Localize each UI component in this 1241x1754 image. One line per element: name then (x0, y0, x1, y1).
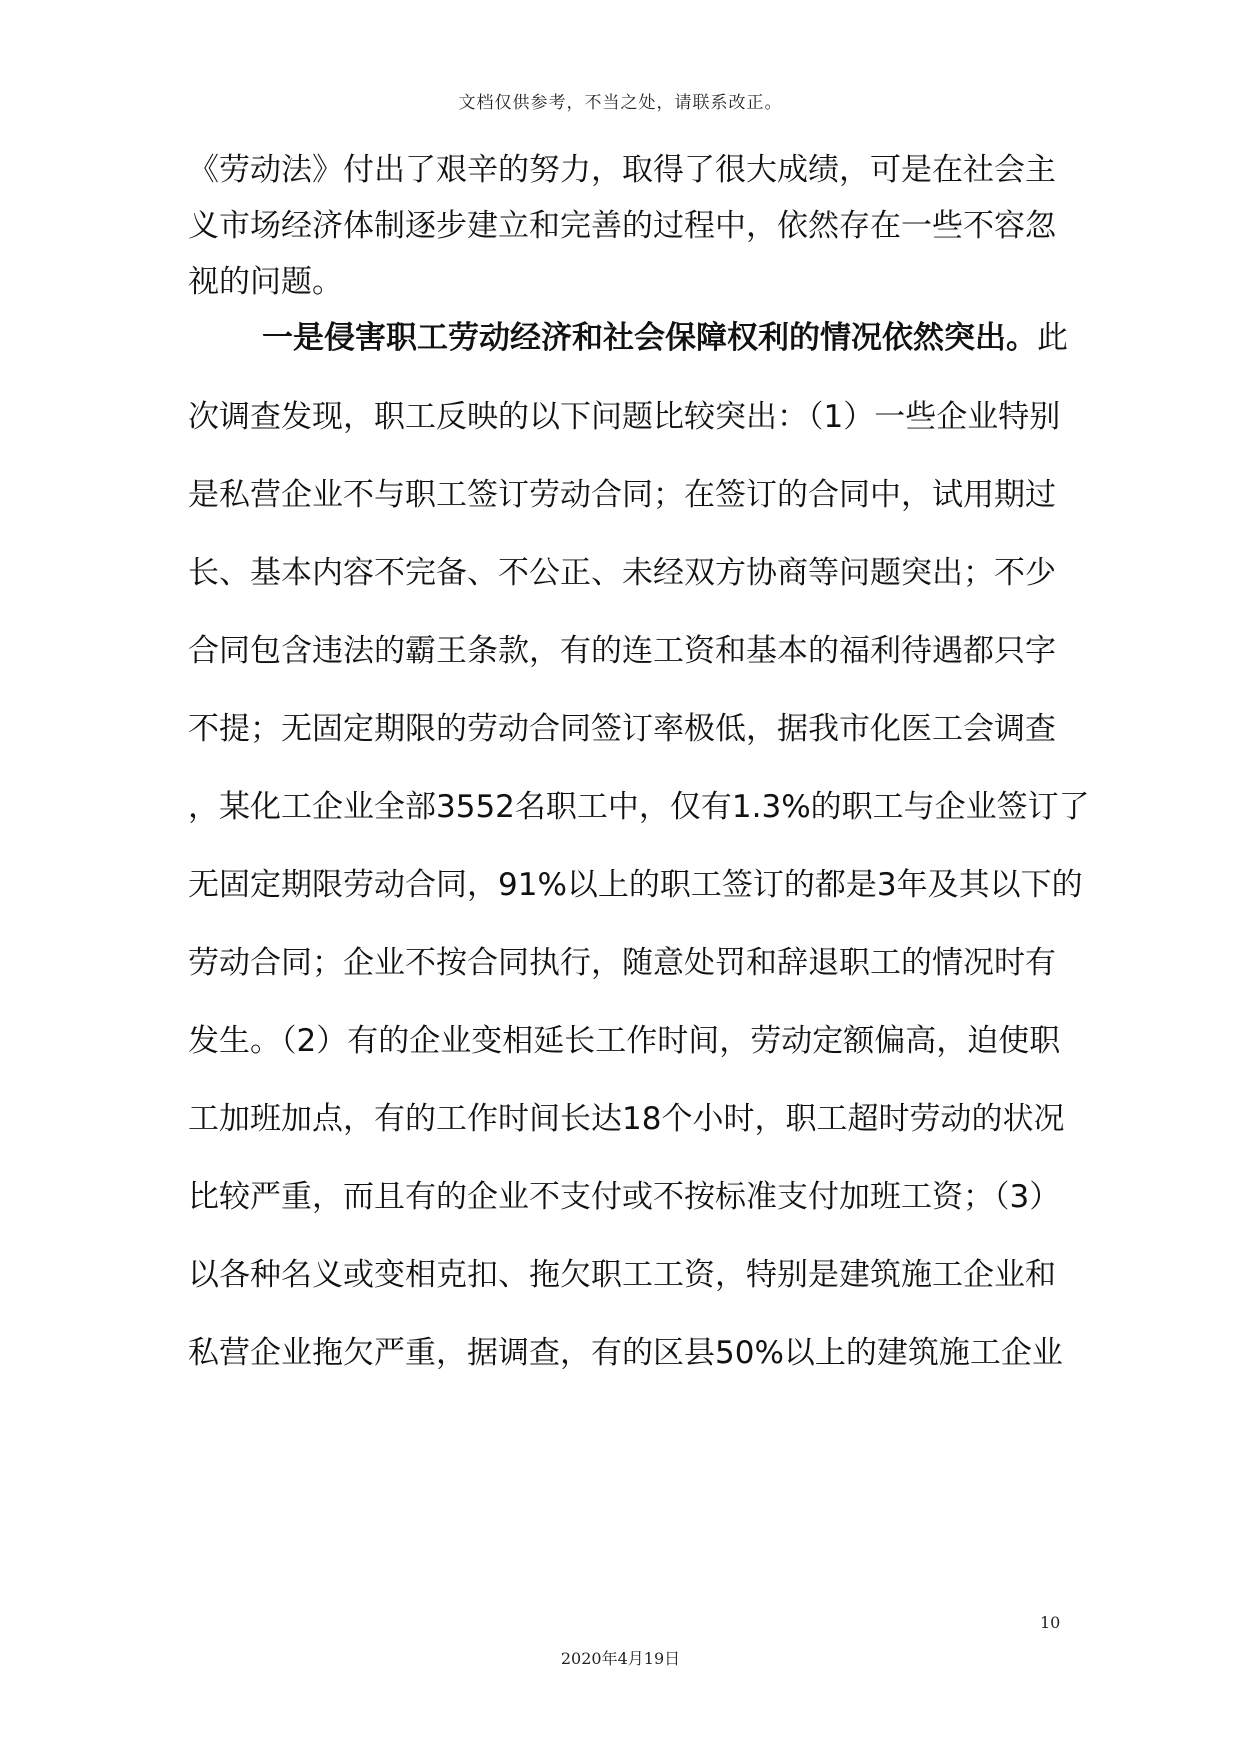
paragraph-line: 视的问题。 (188, 264, 343, 300)
paragraph-line: 私营企业拖欠严重，据调查，有的区县50%以上的建筑施工企业 (188, 1335, 1063, 1371)
paragraph-line: 不提；无固定期限的劳动合同签订率极低，据我市化医工会调查 (188, 711, 1056, 747)
paragraph-line: ，某化工企业全部3552名职工中，仅有1.3%的职工与企业签订了 (188, 789, 1090, 825)
footer-date: 2020年4月19日 (560, 1649, 681, 1668)
paragraph-line: 比较严重，而且有的企业不支付或不按标准支付加班工资；（3） (188, 1179, 1061, 1215)
paragraph-line: 次调查发现，职工反映的以下问题比较突出：（1）一些企业特别 (188, 399, 1061, 435)
paragraph-heading-tail: 此 (1037, 320, 1068, 356)
paragraph-heading-line (262, 318, 1068, 358)
paragraph-line: 以各种名义或变相克扣、拖欠职工工资，特别是建筑施工企业和 (188, 1257, 1056, 1293)
paragraph-line: 义市场经济体制逐步建立和完善的过程中，依然存在一些不容忽 (188, 208, 1056, 244)
paragraph-line: 长、基本内容不完备、不公正、未经双方协商等问题突出；不少 (188, 555, 1056, 591)
paragraph-line: 发生。（2）有的企业变相延长工作时间，劳动定额偏高，迫使职 (188, 1023, 1061, 1059)
paragraph-line: 无固定期限劳动合同，91%以上的职工签订的都是3年及其以下的 (188, 867, 1083, 903)
paragraph-line: 《劳动法》付出了艰辛的努力，取得了很大成绩，可是在社会主 (188, 152, 1056, 188)
header-note: 文档仅供参考，不当之处，请联系改正。 (458, 93, 783, 113)
paragraph-line: 劳动合同；企业不按合同执行，随意处罚和辞退职工的情况时有 (188, 945, 1056, 981)
paragraph-line: 工加班加点，有的工作时间长达18个小时，职工超时劳动的状况 (188, 1101, 1065, 1137)
paragraph-heading: 一是侵害职工劳动经济和社会保障权利的情况依然突出。 (262, 320, 1037, 356)
paragraph-line: 合同包含违法的霸王条款，有的连工资和基本的福利待遇都只字 (188, 633, 1056, 669)
paragraph-line: 是私营企业不与职工签订劳动合同；在签订的合同中，试用期过 (188, 477, 1056, 513)
page-number: 10 (1040, 1613, 1061, 1632)
